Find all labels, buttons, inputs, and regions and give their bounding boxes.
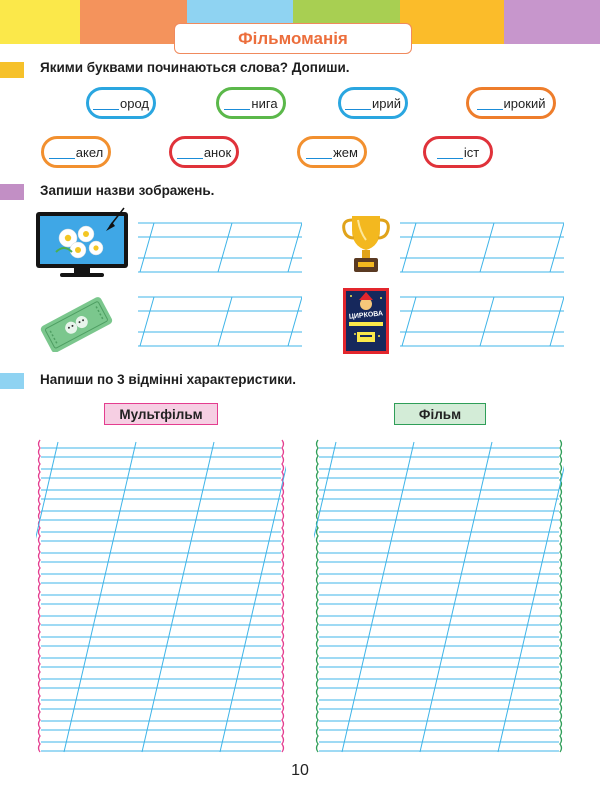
circus-poster-image — [343, 288, 389, 354]
header-stripe-5 — [400, 0, 504, 44]
word-pill-3[interactable]: ирий — [338, 87, 408, 119]
writing-lines-poster — [400, 294, 564, 350]
word-pill-5[interactable]: акел — [41, 136, 111, 168]
word-pill-1[interactable]: ород — [86, 87, 156, 119]
task1-instruction: Якими буквами починаються слова? Допиши. — [40, 60, 350, 75]
writing-lines-ticket — [138, 294, 302, 350]
poster-text: ЦИРКОВА — [348, 310, 384, 321]
writing-lines-trophy — [400, 220, 564, 276]
word-pill-4[interactable]: ирокий — [466, 87, 556, 119]
word-pill-2[interactable]: нига — [216, 87, 286, 119]
task1-marker — [0, 62, 24, 78]
label-cartoon: Мультфільм — [104, 403, 218, 425]
task3-instruction: Напиши по 3 відмінні характеристики. — [40, 372, 297, 387]
header-stripe-6 — [504, 0, 600, 44]
label-film: Фільм — [394, 403, 486, 425]
task3-marker — [0, 373, 24, 389]
page-number: 10 — [291, 762, 309, 779]
trophy-image — [340, 212, 392, 276]
header-stripe-1 — [0, 0, 80, 44]
page-title: Фільмоманія — [174, 23, 412, 54]
word-pill-8[interactable]: іст — [423, 136, 493, 168]
word-pill-7[interactable]: жем — [297, 136, 367, 168]
writing-lines-tv — [138, 220, 302, 276]
tv-image — [34, 204, 134, 280]
writing-area-film — [314, 436, 564, 756]
task2-instruction: Запиши назви зображень. — [40, 183, 215, 198]
word-pill-6[interactable]: анок — [169, 136, 239, 168]
ticket-image — [36, 296, 116, 352]
task2-marker — [0, 184, 24, 200]
header-stripe-2 — [80, 0, 187, 44]
writing-area-cartoon — [36, 436, 286, 756]
